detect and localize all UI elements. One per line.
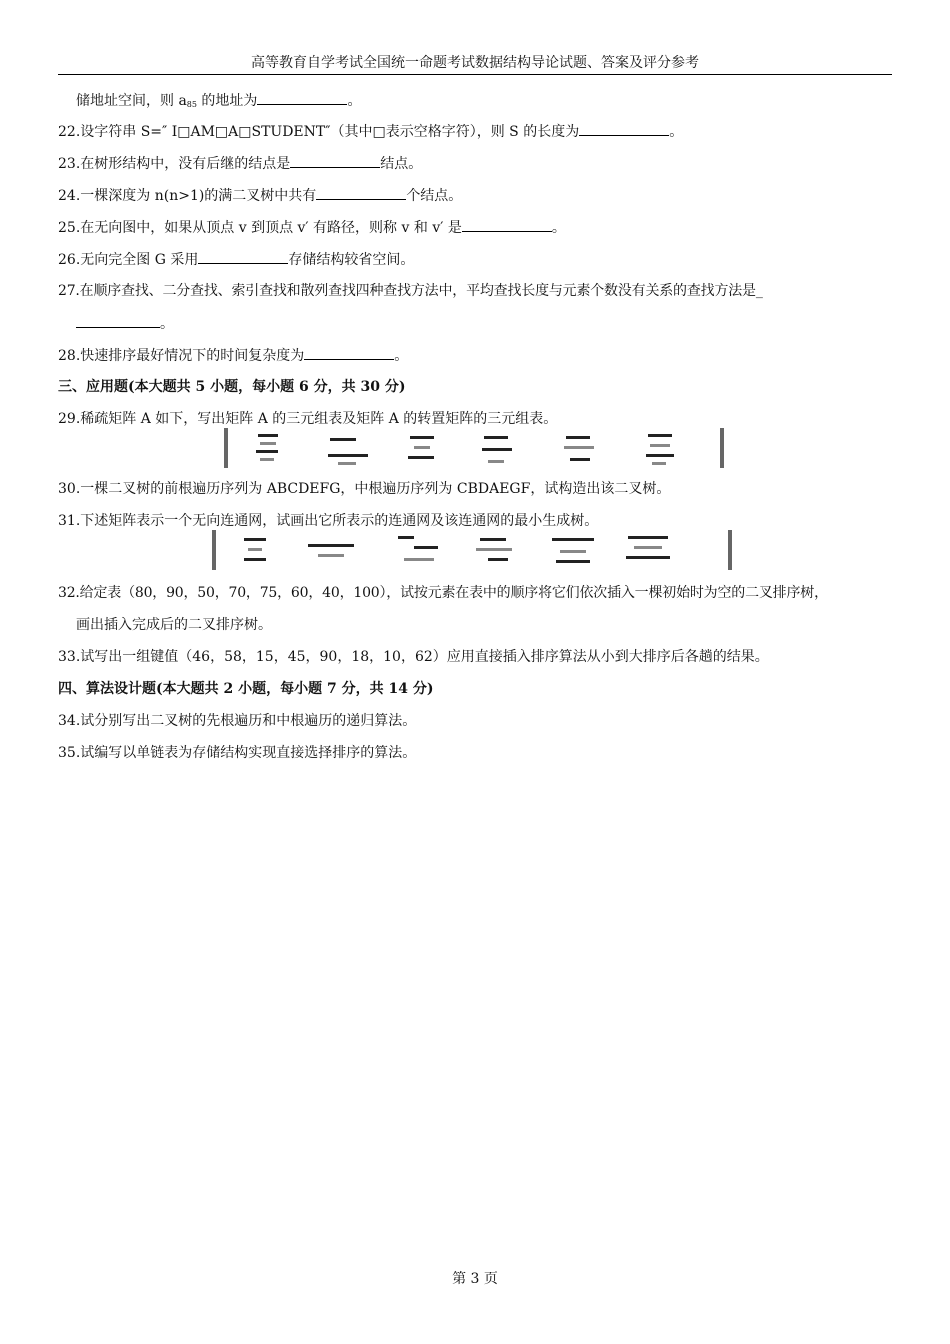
answer-blank <box>257 90 347 105</box>
q24-text: 24.一棵深度为 n(n>1)的满二叉树中共有 <box>58 188 317 204</box>
q25-end: 。 <box>551 220 566 236</box>
question-26 <box>58 249 414 270</box>
answer-blank <box>198 249 288 264</box>
q23-end: 结点。 <box>380 156 423 172</box>
q26-end: 存储结构较省空间。 <box>288 252 415 268</box>
section-3-heading: 三、应用题(本大题共 5 小题，每小题 6 分，共 30 分) <box>58 379 406 395</box>
question-35: 35.试编写以单链表为存储结构实现直接选择排序的算法。 <box>58 745 417 761</box>
question-33: 33.试写出一组键值（46，58，15，45，90，18，10，62）应用直接插入排序算法从小到大排序后各趟的结果。 <box>58 649 769 665</box>
answer-blank <box>316 185 406 200</box>
q21-end: 。 <box>347 93 362 109</box>
page-number: 第 3 页 <box>452 1271 498 1287</box>
question-29: 29.稀疏矩阵 A 如下，写出矩阵 A 的三元组表及矩阵 A 的转置矩阵的三元组表。 <box>58 411 558 427</box>
matrix-left-bracket <box>212 530 216 570</box>
question-32-cont: 画出插入完成后的二叉排序树。 <box>76 617 272 633</box>
question-34: 34.试分别写出二叉树的先根遍历和中根遍历的递归算法。 <box>58 713 417 729</box>
question-27 <box>58 281 763 301</box>
q23-text: 23.在树形结构中，没有后继的结点是 <box>58 156 291 172</box>
q26-text: 26.无向完全图 G 采用 <box>58 252 199 268</box>
answer-blank <box>290 153 380 168</box>
q28-end: 。 <box>394 348 409 364</box>
question-25 <box>58 217 566 238</box>
question-23 <box>58 153 422 174</box>
q21-subscript: 85 <box>186 100 197 109</box>
question-32: 32.给定表（80，90，50，70，75，60，40，100），试按元素在表中的顺序将它们依次插入一棵初始时为空的二叉排序树， <box>58 585 828 601</box>
q21-continuation <box>76 90 361 115</box>
question-28 <box>58 345 408 366</box>
q27-end: 。 <box>160 316 174 332</box>
question-30: 30.一棵二叉树的前根遍历序列为 ABCDEFG，中根遍历序列为 CBDAEGF，试构造出该二叉树。 <box>58 481 671 497</box>
matrix-right-bracket <box>720 428 724 468</box>
question-22 <box>58 121 683 142</box>
matrix-right-bracket <box>728 530 732 570</box>
answer-blank <box>76 313 160 328</box>
sparse-matrix-image <box>220 428 728 468</box>
q25-text: 25.在无向图中，如果从顶点 v 到顶点 v′ 有路径，则称 v 和 v′ 是 <box>58 220 462 236</box>
header-rule <box>58 74 892 75</box>
answer-blank <box>462 217 552 232</box>
q21-text-a: 储地址空间，则 a <box>76 93 187 109</box>
question-31: 31.下述矩阵表示一个无向连通网，试画出它所表示的连通网及该连通网的最小生成树。 <box>58 513 599 529</box>
question-24 <box>58 185 462 206</box>
matrix-left-bracket <box>224 428 228 468</box>
answer-blank <box>304 345 394 360</box>
question-27-cont <box>76 313 174 334</box>
section-4-heading: 四、算法设计题(本大题共 2 小题，每小题 7 分，共 14 分) <box>58 681 434 697</box>
answer-blank <box>579 121 669 136</box>
q24-end: 个结点。 <box>406 188 463 204</box>
q28-text: 28.快速排序最好情况下的时间复杂度为 <box>58 348 305 364</box>
q27-text: 27.在顺序查找、二分查找、索引查找和散列查找四种查找方法中，平均查找长度与元素个数没有关系的查找方法是_ <box>58 283 763 299</box>
q22-text: 22.设字符串 S=″ I□AM□A□STUDENT″（其中□表示空格字符），则 S 的长度为 <box>58 124 580 140</box>
page-header-title: 高等教育自学考试全国统一命题考试数据结构导论试题、答案及评分参考 <box>251 55 699 71</box>
q21-text-b: 的地址为 <box>196 93 258 109</box>
adjacency-matrix-image <box>208 530 736 570</box>
q22-end: 。 <box>669 124 684 140</box>
